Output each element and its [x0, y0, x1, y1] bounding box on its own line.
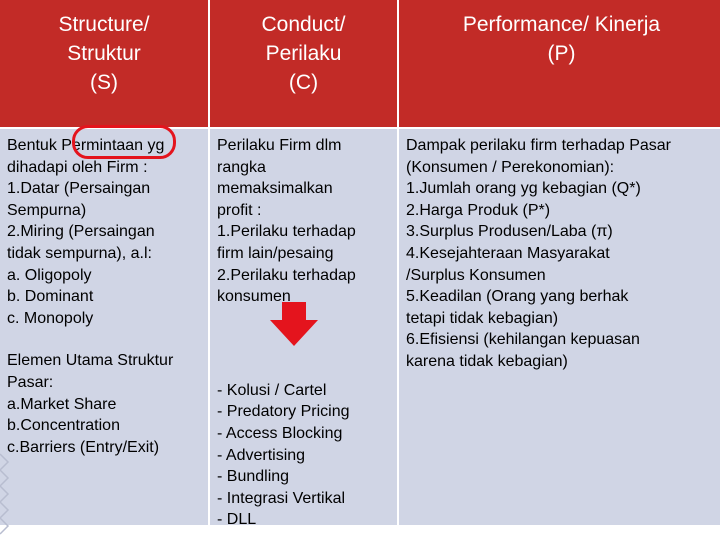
structure-line: c.Barriers (Entry/Exit) — [7, 438, 160, 456]
conduct-line: firm lain/pesaing — [217, 244, 334, 262]
structure-cell — [0, 129, 208, 525]
structure-line: dihadapi oleh Firm : — [7, 158, 148, 176]
structure-line: c. Monopoly — [7, 309, 94, 327]
conduct-line: memaksimalkan — [217, 180, 333, 198]
header-line: Struktur — [67, 42, 141, 65]
structure-line: Bentuk Permintaan yg — [7, 137, 165, 154]
header-line: Structure/ — [58, 13, 150, 36]
header-line: Perilaku — [265, 42, 342, 65]
header-structure — [0, 0, 208, 127]
performance-cell — [399, 129, 720, 525]
structure-line: Sempurna) — [7, 201, 87, 219]
structure-line: Elemen Utama Struktur — [7, 352, 174, 370]
structure-line: b.Concentration — [7, 417, 120, 435]
conduct-practices — [217, 380, 391, 531]
structure-line: Pasar: — [7, 373, 54, 391]
conduct-line: Perilaku Firm dlm — [217, 137, 342, 154]
conduct-line: 1.Perilaku terhadap — [217, 223, 356, 241]
header-line: (C) — [288, 71, 319, 94]
performance-line: karena tidak kebagian) — [406, 352, 568, 370]
header-line: (P) — [547, 42, 576, 65]
conduct-line: - Integrasi Vertikal — [217, 489, 346, 507]
conduct-cell — [210, 129, 397, 529]
structure-line: b. Dominant — [7, 288, 94, 306]
structure-elements — [7, 350, 202, 458]
performance-line: /Surplus Konsumen — [406, 266, 546, 284]
performance-line: 2.Harga Produk (P*) — [406, 201, 551, 219]
structure-line: tidak sempurna), a.l: — [7, 244, 152, 262]
header-performance — [399, 0, 720, 127]
conduct-line: - Bundling — [217, 468, 290, 486]
performance-line: Dampak perilaku firm terhadap Pasar — [406, 137, 672, 154]
conduct-line: konsumen — [217, 288, 291, 306]
structure-line: a.Market Share — [7, 395, 117, 413]
performance-line: 5.Keadilan (Orang yang berhak — [406, 288, 629, 306]
performance-line: 4.Kesejahteraan Masyarakat — [406, 244, 610, 262]
performance-line: 6.Efisiensi (kehilangan kepuasan — [406, 331, 640, 349]
structure-line: 2.Miring (Persaingan — [7, 223, 155, 241]
conduct-line: - Advertising — [217, 446, 306, 464]
conduct-line: 2.Perilaku terhadap — [217, 266, 356, 284]
structure-line: a. Oligopoly — [7, 266, 92, 284]
header-line: Performance/ Kinerja — [462, 13, 661, 36]
performance-line: (Konsumen / Perekonomian): — [406, 158, 615, 176]
arrow-down-icon — [270, 302, 318, 346]
performance-line: 3.Surplus Produsen/Laba (π) — [406, 223, 613, 241]
header-conduct — [210, 0, 397, 127]
conduct-line: - Predatory Pricing — [217, 403, 350, 421]
conduct-line: - Kolusi / Cartel — [217, 381, 327, 399]
performance-line: 1.Jumlah orang yg kebagian (Q*) — [406, 180, 641, 198]
structure-line: 1.Datar (Persaingan — [7, 180, 151, 198]
conduct-line: profit : — [217, 201, 262, 219]
conduct-line: - Access Blocking — [217, 424, 343, 442]
header-line: Conduct/ — [261, 13, 346, 36]
performance-line: tetapi tidak kebagian) — [406, 309, 559, 327]
conduct-line: rangka — [217, 158, 266, 176]
conduct-line: - DLL — [217, 511, 257, 529]
header-line: (S) — [90, 71, 118, 94]
